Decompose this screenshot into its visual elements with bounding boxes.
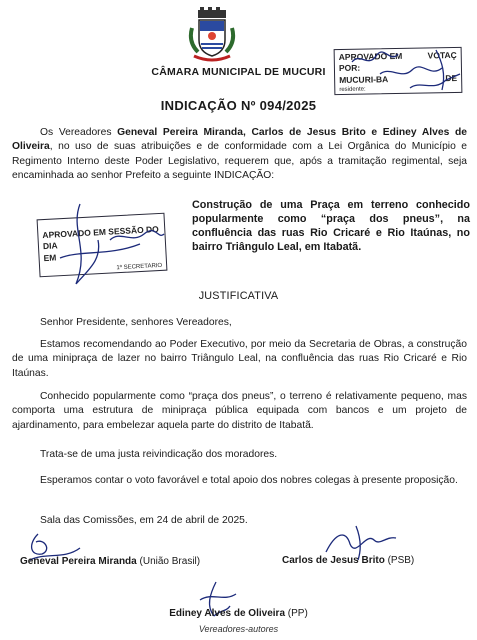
signer-party: (PP) — [287, 608, 308, 619]
justification-paragraph-1: Estamos recomendando ao Poder Executivo, por meio da Secretaria de Obras, a construção de uma minipraça de lazer no bairro Triângulo Leal, na confluência das ruas Rio Cricaré e Rio Itaúnas. — [12, 339, 467, 379]
stamp-approved-label: APROVADO EM — [338, 50, 403, 63]
justification-heading: JUSTIFICATIVA — [198, 290, 279, 302]
stamp-vote-label: VOTAÇ — [427, 49, 457, 61]
signer-name: Geneval Pereira Miranda — [20, 556, 137, 567]
stamp-of-label: DE — [445, 72, 458, 84]
justification-paragraph-4: Esperamos contar o voto favorável e total apoio dos nobres colegas à presente proposição. — [40, 475, 458, 486]
session-stamp-approved: APROVADO EM SESSÃO DO DIA — [42, 224, 160, 252]
session-stamp-secretary: 1º SECRETARIO — [116, 263, 163, 272]
stamp-city-label: MUCURI-BA — [339, 74, 389, 85]
stamp-by-label: POR: — [338, 63, 361, 74]
signer-party: (União Brasil) — [139, 556, 201, 567]
intro-prefix: Os Vereadores — [40, 127, 118, 138]
signature-block-carlos — [282, 555, 414, 566]
page-title: INDICAÇÃO Nº 094/2025 — [160, 98, 317, 113]
signer-party: (PSB) — [387, 555, 415, 566]
intro-authors: Geneval Pereira Miranda, Carlos de Jesus Brito e Ediney Alves de Oliveira — [12, 127, 467, 153]
session-stamp-em: EM — [43, 252, 57, 264]
intro-paragraph — [12, 126, 467, 184]
indication-subject: Construção de uma Praça em terreno conhecido popularmente como “praça dos pneus”, na confluência das ruas Rio Cricaré e Rio Itaúnas, no bairro Triângulo Leal, em Itabatã. — [192, 199, 470, 253]
closing-date: Sala das Comissões, em 24 de abril de 2025. — [40, 515, 248, 526]
signer-name: Ediney Alves de Oliveira — [169, 608, 285, 619]
chamber-name: CÂMARA MUNICIPAL DE MUCURI — [151, 66, 326, 78]
signer-name: Carlos de Jesus Brito — [282, 555, 385, 566]
session-stamp-signature — [40, 200, 170, 292]
stamp-president-label: residente: — [339, 86, 366, 94]
authors-footer: Vereadores-autores — [198, 624, 279, 634]
justification-paragraph-2: Conhecido popularmente como “praça dos pneus”, o terreno é relativamente pequeno, mas comporta uma estrutura de minipraça pública equipada com bancos e um projeto de ajardinamento, para embelezar aquela parte do distrito de Itabatã. — [12, 391, 467, 431]
coat-of-arms-icon — [186, 6, 238, 62]
signature-block-ediney — [0, 608, 477, 619]
stamp-handwriting-signature — [350, 44, 470, 100]
justification-paragraph-3: Trata-se de uma justa reivindicação dos moradores. — [40, 449, 278, 460]
salutation: Senhor Presidente, senhores Vereadores, — [40, 317, 232, 328]
signature-block-geneval — [20, 556, 200, 567]
intro-rest: , no uso de suas atribuições e de conformidade com a Lei Orgânica do Município e Regimento Interno deste Poder Legislativo, requerem que, após a tramitação regimental, seja encaminhada ao senhor Prefeito a seguinte INDICAÇÃO: — [12, 141, 467, 182]
